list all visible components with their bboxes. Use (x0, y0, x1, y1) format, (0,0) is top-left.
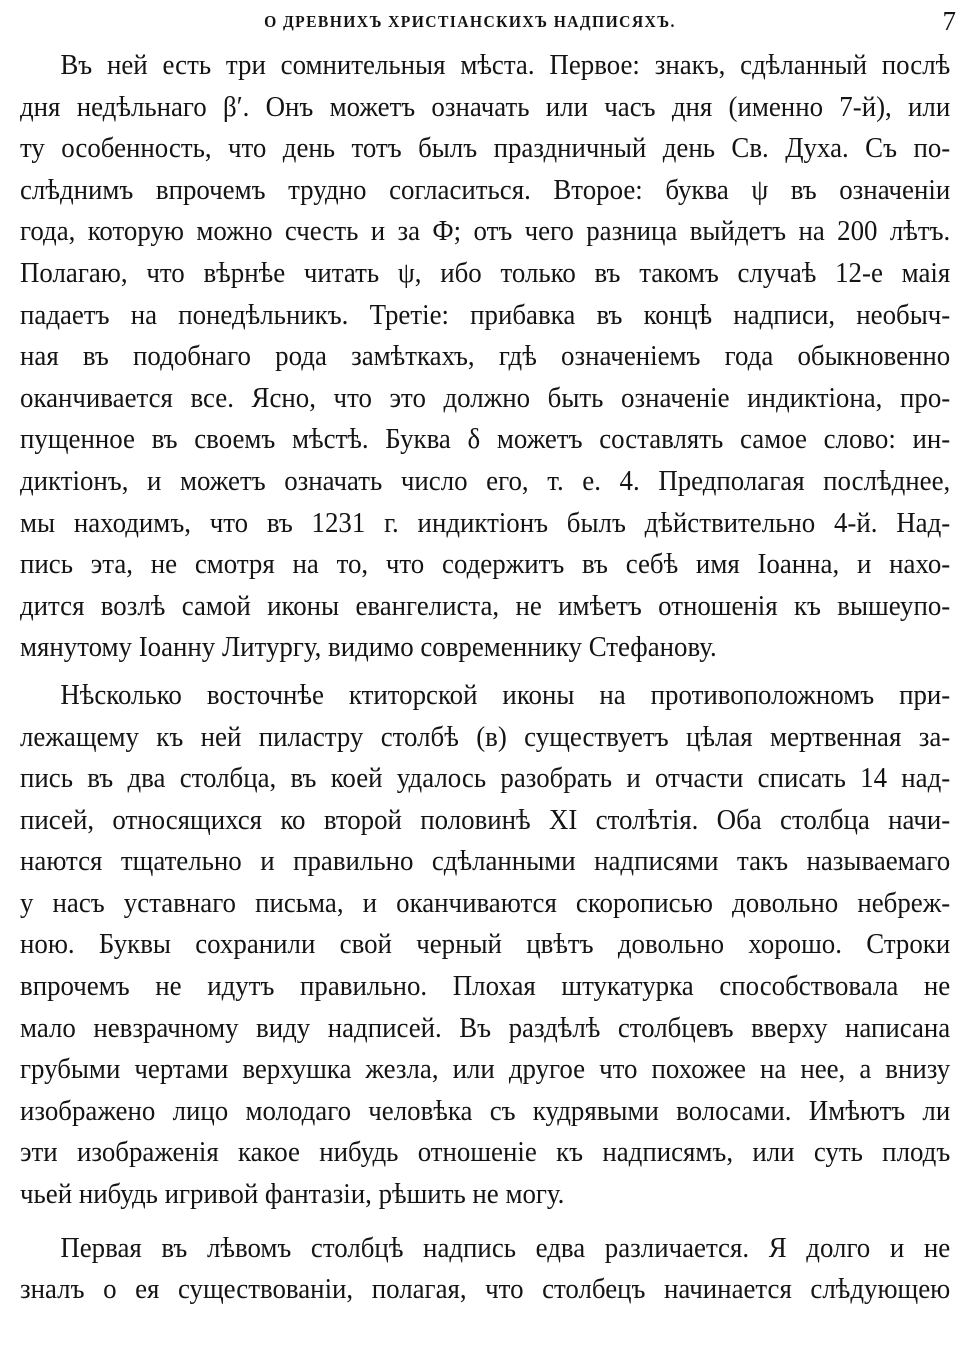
text-line: у насъ уставнаго письма, и оканчиваются скорописью довольно небреж- (20, 887, 951, 919)
running-header (0, 8, 972, 38)
text-line: пись въ два столбца, въ коей удалось разобрать и отчасти списать 14 над- (20, 763, 951, 795)
text-line: слѣднимъ впрочемъ трудно согласиться. Второе: буква ψ въ означеніи (20, 174, 951, 206)
text-line: писей, относящихся ко второй половинѣ XI столѣтія. Оба столбца начи- (20, 804, 951, 836)
text-line: ною. Буквы сохранили свой черный цвѣтъ довольно хорошо. Строки (20, 929, 951, 961)
text-line: мы находимъ, что въ 1231 г. индиктіонъ былъ дѣйствительно 4-й. Над- (20, 507, 951, 539)
text-line: пущенное въ своемъ мѣстѣ. Буква δ можетъ составлять самое слово: ин- (20, 424, 951, 456)
page-number: 7 (942, 6, 956, 36)
text-line: мянутому Іоанну Литургу, видимо современнику Стефанову. (20, 632, 717, 664)
text-line: пись эта, не смотря на то, что содержитъ въ себѣ имя Іоанна, и нахо- (20, 549, 951, 581)
text-line: эти изображенія какое нибудь отношеніе къ надписямъ, или суть плодъ (20, 1137, 951, 1169)
text-line: Нѣсколько восточнѣе ктиторской иконы на противоположномъ при- (60, 679, 951, 711)
text-line: Полагаю, что вѣрнѣе читать ψ, ибо только въ такомъ случаѣ 12-е маія (20, 257, 951, 289)
text-line: оканчивается все. Ясно, что это должно быть означеніе индиктіона, про- (20, 382, 951, 414)
text-line: зналъ о ея существованіи, полагая, что столбецъ начинается слѣдующею (20, 1274, 951, 1306)
running-title: О ДРЕВНИХЪ ХРИСТІАНСКИХЪ НАДПИСЯХЪ. (264, 12, 676, 31)
text-line: Въ ней есть три сомнительныя мѣста. Первое: знакъ, сдѣланный послѣ (60, 50, 951, 81)
paragraph-3 (20, 1228, 950, 1311)
text-line: года, которую можно счесть и за Ф; отъ чего разница выйдетъ на 200 лѣтъ. (20, 216, 951, 248)
paragraph-1 (20, 45, 950, 669)
text-line: чьей нибудь игривой фантазіи, рѣшить не могу. (20, 1179, 565, 1211)
text-line: ная въ подобнаго рода замѣткахъ, гдѣ означеніемъ года обыкновенно (20, 341, 951, 373)
text-line: лежащему къ ней пиластру столбѣ (в) существуетъ цѣлая мертвенная за- (20, 721, 951, 753)
text-line: изображено лицо молодаго человѣка съ кудрявыми волосами. Имѣютъ ли (20, 1095, 951, 1127)
text-line: дится возлѣ самой иконы евангелиста, не имѣетъ отношенія къ вышеупо- (20, 590, 951, 622)
text-line: впрочемъ не идутъ правильно. Плохая штукатурка способствовала не (20, 971, 951, 1003)
page-body (20, 45, 950, 1314)
paragraph-2 (20, 675, 950, 1216)
text-line: мало невзрачному виду надписей. Въ раздѣлѣ столбцевъ вверху написана (20, 1012, 951, 1044)
text-line: дня недѣльнаго β′. Онъ можетъ означать или часъ дня (именно 7-й), или (20, 91, 951, 123)
text-line: Первая въ лѣвомъ столбцѣ надпись едва различается. Я долго и не (60, 1232, 951, 1264)
text-line: падаетъ на понедѣльникъ. Третіе: прибавка въ концѣ надписи, необыч- (20, 299, 951, 331)
text-line: ту особенность, что день тотъ былъ праздничный день Св. Духа. Съ по- (20, 133, 951, 165)
text-line: грубыми чертами верхушка жезла, или другое что похожее на нее, а внизу (20, 1054, 951, 1086)
text-line: наются тщательно и правильно сдѣланными надписями такъ называемаго (20, 846, 951, 878)
text-line: диктіонъ, и можетъ означать число его, т. е. 4. Предполагая послѣднее, (20, 465, 951, 497)
